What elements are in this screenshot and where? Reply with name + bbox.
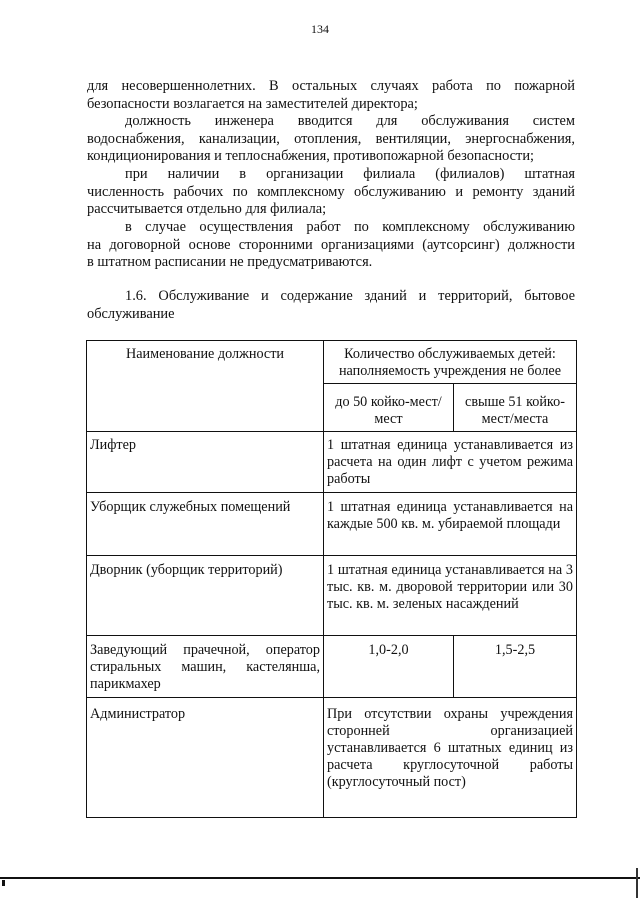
cell-value: 1 штатная единица устанавливается из расчета на один лифт с учетом режима работы [324,432,577,493]
cell-value-up-to-50: 1,0-2,0 [324,636,454,698]
paragraph-branch [87,166,575,219]
cell-position: Уборщик служебных помещений [87,493,324,556]
table-row [87,636,577,698]
table-row [87,493,577,556]
text-line: рассчитывается отдельно для филиала; [87,201,327,217]
text-line: в штатном расписании не предусматриваются. [87,254,373,270]
text-line: численность рабочих по комплексному обслуживанию и ремонту зданий [87,183,575,200]
text-line: должность инженера вводится для обслуживания систем [125,113,575,129]
cell-value: 1 штатная единица устанавливается на 3 тыс. кв. м. дворовой территории или 30 тыс. кв. м. зеленых насаждений [324,556,577,636]
table-header-row [87,341,577,384]
page-bottom-rule [0,877,640,879]
staffing-table [86,340,577,818]
text-line: для несовершеннолетних. В остальных случаях работа по пожарной [87,78,575,94]
cell-value: 1 штатная единица устанавливается на каждые 500 кв. м. убираемой площади [324,493,577,556]
scan-edge-mark-right [636,868,638,898]
table-row [87,556,577,636]
cell-position: Администратор [87,698,324,818]
text-line: кондиционирования и теплоснабжения, противопожарной безопасности; [87,148,535,164]
text-line: 1.6. Обслуживание и содержание зданий и территорий, бытовое [125,288,575,304]
text-line: на договорной основе сторонними организациями (аутсорсинг) должности [87,236,575,253]
table-row [87,432,577,493]
page-number: 134 [311,22,329,36]
cell-position: Дворник (уборщик территорий) [87,556,324,636]
cell-position: Заведующий прачечной, оператор стиральных машин, кастелянша, парикмахер [87,636,324,698]
paragraph-fire-safety [87,78,575,113]
section-heading [87,288,575,323]
scan-edge-mark [2,880,5,886]
header-quantity: Количество обслуживаемых детей: наполняемость учреждения не более [324,341,577,384]
text-line: обслуживание [87,305,175,322]
paragraph-engineer [87,113,575,166]
text-line: в случае осуществления работ по комплексному обслуживанию [125,219,575,235]
cell-value-over-51: 1,5-2,5 [454,636,577,698]
paragraph-outsourcing [87,219,575,272]
text-line: при наличии в организации филиала (филиалов) штатная [125,166,575,182]
text-line: безопасности возлагается на заместителей директора; [87,95,418,112]
header-col-up-to-50: до 50 койко-мест/мест [324,384,454,432]
header-position: Наименование должности [87,341,324,432]
header-col-over-51: свыше 51 койко-мест/места [454,384,577,432]
table-row [87,698,577,818]
text-line: водоснабжения, канализации, отопления, вентиляции, энергоснабжения, [87,130,575,147]
cell-position: Лифтер [87,432,324,493]
cell-value: При отсутствии охраны учреждения сторонней организацией устанавливается 6 штатных единиц из расчета круглосуточной работы (круглосуточный пост) [324,698,577,818]
